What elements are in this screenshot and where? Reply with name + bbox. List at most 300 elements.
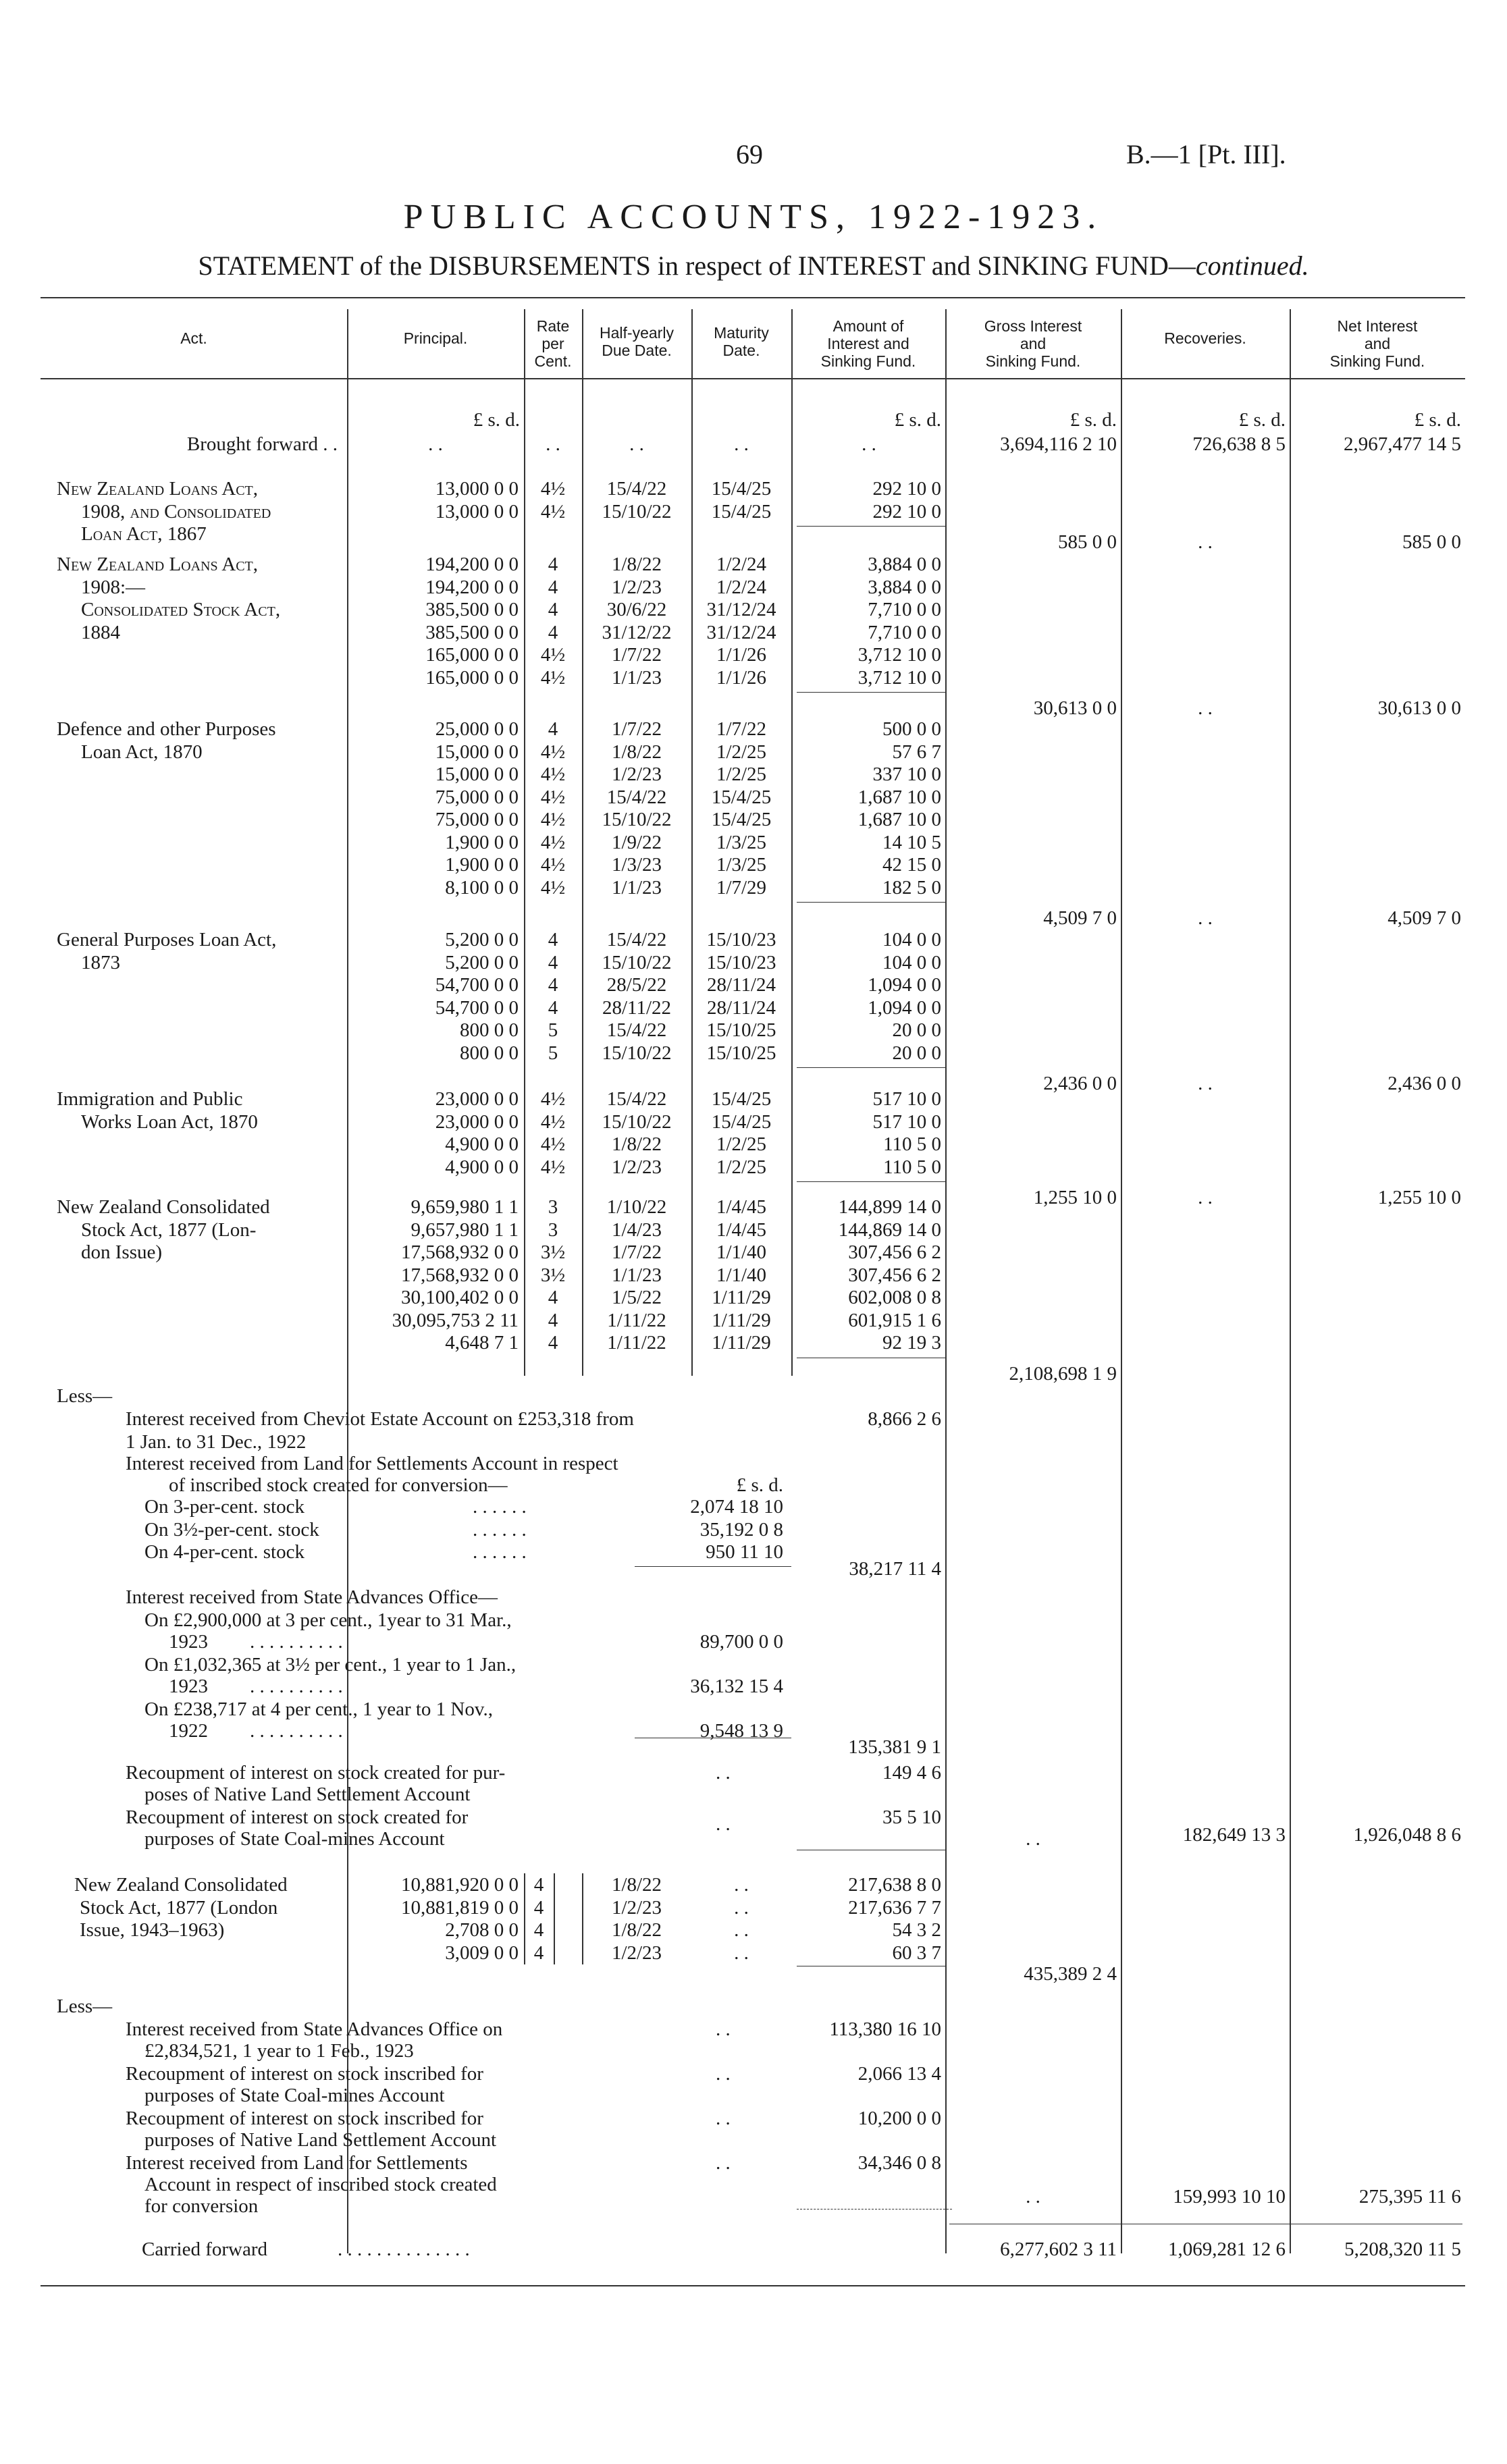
less2-item-dots: . . [716,2152,731,2174]
table-cell-maturity: . . [734,1941,749,1964]
less2-item-line-2: purposes of State Coal-mines Account [144,2085,445,2106]
subtotal-rule [797,526,945,527]
table-cell-half-yearly: 1/11/22 [607,1332,666,1354]
sao-row-line-1: On £1,032,365 at 3½ per cent., 1 year to 1 Jan., [144,1654,517,1676]
group-net: 2,436 0 0 [1387,1073,1461,1094]
group-net: 4,509 7 0 [1387,907,1461,929]
table-cell-maturity: 1/2/24 [716,554,767,575]
table-cell-amount: 20 0 0 [892,1042,941,1064]
table-cell-rate: 4½ [540,809,566,830]
brought-forward-label: Brought forward . . [186,433,338,455]
table-cell-rate: 4 [548,974,558,996]
sao-row-line-2: 1923 [169,1676,208,1697]
group-recoveries: . . [1198,907,1213,929]
less2-recoveries: 159,993 10 10 [1173,2186,1286,2207]
carried-forward-recoveries: 1,069,281 12 6 [1168,2239,1286,2260]
table-cell-half-yearly: 1/9/22 [611,831,662,853]
table-cell-principal: 4,648 7 1 [445,1332,519,1354]
table-cell-principal: 1,900 0 0 [445,831,519,853]
table-cell-half-yearly: 1/1/23 [611,666,662,689]
table-cell-maturity: 1/7/29 [716,876,767,899]
units-gross: £ s. d. [1069,409,1117,431]
table-cell-principal: 75,000 0 0 [435,809,519,830]
table-cell-principal: 25,000 0 0 [435,718,519,740]
table-cell-amount: 182 5 0 [882,876,941,899]
table-cell-half-yearly: 30/6/22 [606,599,667,620]
table-cell-maturity: 1/4/45 [716,1196,767,1218]
table-cell-rate: 5 [548,1042,558,1064]
table-cell-half-yearly: 15/4/22 [606,478,667,500]
act-name-line: Immigration and Public [57,1088,243,1110]
table-cell-maturity: 1/2/25 [716,1156,767,1178]
table-cell-amount: 7,710 0 0 [868,621,941,643]
table-cell-maturity: 15/10/25 [706,1019,776,1041]
table-cell-amount: 110 5 0 [883,1156,941,1178]
table-cell-rate: 3½ [540,1241,566,1263]
act-name-line: New Zealand Consolidated [74,1874,288,1896]
brought-forward-net: 2,967,477 14 5 [1344,433,1461,455]
col-header-net: Net Interest and Sinking Fund. [1329,317,1425,370]
lfs-row-dots: . . . . . . [473,1518,527,1541]
table-cell-principal: 17,568,932 0 0 [401,1241,519,1263]
table-cell-rate: 5 [548,1019,558,1041]
less2-net: 275,395 11 6 [1358,2186,1461,2207]
group-recoveries: . . [1198,697,1213,719]
table-cell-maturity: 15/4/25 [711,500,772,523]
table-cell-principal: 9,659,980 1 1 [411,1196,519,1218]
sao-row-line-2: 1922 [169,1720,208,1742]
less2-item-line-3: for conversion [144,2195,259,2217]
less2-item-line-1: Interest received from Land for Settlements [126,2152,468,2174]
table-header-rule [41,378,1465,379]
group-recoveries: . . [1198,531,1213,553]
table-cell-half-yearly: 15/4/22 [606,786,667,808]
table-cell-half-yearly: 15/10/22 [602,809,672,830]
group-net: 585 0 0 [1402,531,1461,553]
table-cell-maturity: . . [734,1896,749,1919]
group-gross: 2,436 0 0 [1043,1073,1117,1094]
document-reference: B.—1 [Pt. III]. [1126,139,1286,169]
units-principal: £ s. d. [473,409,520,431]
table-cell-half-yearly: 1/2/23 [611,1156,662,1178]
table-cell-half-yearly: 1/3/23 [611,854,662,876]
group-gross: 1,255 10 0 [1033,1187,1117,1208]
nlsa-amount: 149 4 6 [882,1762,941,1784]
sao-row-dots: . . . . . . . . . . [250,1631,343,1653]
table-cell-amount: 307,456 6 2 [848,1241,941,1263]
table-cell-principal: 194,200 0 0 [425,576,519,598]
table-cell-half-yearly: 15/10/22 [602,1042,672,1064]
table-cell-principal: 75,000 0 0 [435,786,519,808]
less2-item-value: 10,200 0 0 [857,2108,941,2129]
table-cell-amount: 3,712 10 0 [857,666,941,689]
table-cell-amount: 144,899 14 0 [838,1196,941,1218]
brought-forward-half: . . [629,433,644,455]
table-cell-half-yearly: 15/10/22 [602,1110,672,1133]
table-cell-maturity: 1/2/25 [716,741,767,763]
lfs-row-label: On 3½-per-cent. stock [144,1518,319,1541]
table-cell-amount: 104 0 0 [882,929,941,950]
table-cell-rate: 4 [533,1919,544,1941]
table-cell-rate: 4 [548,1332,558,1354]
page-number: 69 [736,139,763,169]
less2-item-value: 34,346 0 8 [857,2152,941,2174]
less2-item-line-1: Interest received from State Advances Office on [126,2018,503,2040]
table-cell-maturity: 28/11/24 [706,974,776,996]
table-cell-amount: 1,094 0 0 [868,996,941,1019]
table-cell-principal: 9,657,980 1 1 [411,1218,519,1241]
table-cell-rate: 4½ [540,1110,566,1133]
table-cell-maturity: 1/1/26 [716,666,767,689]
table-cell-principal: 13,000 0 0 [435,478,519,500]
table-cell-half-yearly: 1/8/22 [611,554,662,575]
table-cell-rate: 4½ [540,741,566,763]
col-header-principal: Principal. [403,329,468,347]
table-cell-half-yearly: 1/8/22 [611,1874,662,1896]
table-cell-amount: 54 3 2 [892,1919,941,1941]
coal-dots: . . [716,1813,731,1835]
less2-item-value: 113,380 16 10 [829,2018,941,2040]
table-cell-rate: 3 [548,1196,558,1218]
coal-text-2: purposes of State Coal-mines Account [144,1828,445,1850]
cheviot-amount: 8,866 2 6 [868,1408,941,1430]
table-cell-maturity: 1/1/26 [716,644,767,666]
group-gross: 30,613 0 0 [1033,697,1117,719]
table-cell-amount: 1,094 0 0 [868,974,941,996]
sao-row-line-1: On £238,717 at 4 per cent., 1 year to 1 Nov., [144,1698,493,1720]
table-cell-maturity: 15/4/25 [711,1110,772,1133]
sao-label: Interest received from State Advances Office— [126,1586,498,1608]
table-cell-amount: 7,710 0 0 [868,599,941,620]
act-name-line: 1908, and Consolidated [81,500,271,523]
lfs-row-label: On 3-per-cent. stock [144,1496,305,1518]
sao-row-line-1: On £2,900,000 at 3 per cent., 1year to 31 Mar., [144,1609,512,1631]
table-cell-principal: 10,881,920 0 0 [401,1874,519,1896]
carried-forward-net: 5,208,320 11 5 [1344,2239,1461,2260]
table-cell-half-yearly: 1/10/22 [606,1196,667,1218]
act-name-line: 1884 [81,621,120,643]
less1-gross: . . [1026,1828,1040,1850]
table-cell-rate: 4½ [540,1156,566,1178]
act-name-line: 1908:— [81,576,146,598]
brought-forward-maturity: . . [734,433,749,455]
lfs-total: 38,217 11 4 [849,1558,941,1580]
table-cell-amount: 1,687 10 0 [857,809,941,830]
table-cell-maturity: 15/4/25 [711,478,772,500]
table-cell-rate: 4½ [540,831,566,853]
table-cell-maturity: 1/2/25 [716,1133,767,1155]
table-cell-maturity: 15/4/25 [711,809,772,830]
units-amount: £ s. d. [894,409,941,431]
table-cell-half-yearly: 15/10/22 [602,951,672,973]
less2-item-line-1: Recoupment of interest on stock inscribed for [126,2063,483,2085]
lfs-text-1: Interest received from Land for Settlements Account in respect [126,1453,618,1474]
table-cell-maturity: . . [734,1874,749,1896]
table-top-rule [41,297,1465,298]
page-subtitle: STATEMENT of the DISBURSEMENTS in respect of INTEREST and SINKING FUND—continued. [198,250,1309,281]
act-name-line: 1873 [81,951,120,973]
table-cell-amount: 517 10 0 [872,1088,941,1110]
table-cell-amount: 3,884 0 0 [868,554,941,575]
table-cell-amount: 292 10 0 [872,478,941,500]
cheviot-text-1: Interest received from Cheviot Estate Account on £253,318 from [126,1408,634,1430]
table-cell-rate: 4½ [540,1133,566,1155]
table-cell-maturity: . . [734,1919,749,1941]
sao-row-line-2: 1923 [169,1631,208,1653]
group-gross: 4,509 7 0 [1043,907,1117,929]
subtotal-rule [797,1067,945,1068]
act-name-line: Issue, 1943–1963) [80,1919,225,1941]
table-cell-principal: 385,500 0 0 [425,621,519,643]
table-cell-maturity: 1/3/25 [716,831,767,853]
table-cell-half-yearly: 1/11/22 [607,1309,666,1331]
table-cell-amount: 60 3 7 [892,1941,941,1964]
table-cell-principal: 194,200 0 0 [425,554,519,575]
table-cell-principal: 800 0 0 [460,1042,519,1064]
table-cell-principal: 15,000 0 0 [435,741,519,763]
table-cell-maturity: 1/2/25 [716,764,767,785]
table-cell-principal: 54,700 0 0 [435,974,519,996]
lfs-row-value: 950 11 10 [706,1541,783,1563]
table-cell-rate: 4 [533,1941,544,1964]
table-cell-amount: 307,456 6 2 [848,1264,941,1286]
act-name-line: Loan Act, 1867 [81,523,207,545]
table-cell-maturity: 31/12/24 [706,599,776,620]
table-cell-rate: 4 [548,996,558,1019]
table-cell-principal: 2,708 0 0 [445,1919,519,1941]
act-name-line: Defence and other Purposes [57,718,276,740]
col-sep-maturity [791,309,793,1376]
table-cell-principal: 3,009 0 0 [445,1941,519,1964]
col-header-gross: Gross Interest and Sinking Fund. [984,317,1082,370]
table-cell-amount: 14 10 5 [882,831,941,853]
act-name-line: Loan Act, 1870 [81,741,203,763]
table-cell-rate: 4 [548,1309,558,1331]
table-cell-principal: 8,100 0 0 [445,876,519,899]
table-cell-rate: 3 [548,1218,558,1241]
act-name-line: Works Loan Act, 1870 [81,1110,258,1133]
table-cell-amount: 337 10 0 [872,764,941,785]
table-cell-half-yearly: 1/8/22 [611,741,662,763]
less2-gross: . . [1026,2186,1040,2207]
table-cell-rate: 4½ [540,666,566,689]
less1-net: 1,926,048 8 6 [1353,1824,1461,1846]
table-cell-amount: 517 10 0 [872,1110,941,1133]
sao-row-value: 36,132 15 4 [690,1676,783,1697]
table-cell-maturity: 1/1/40 [716,1264,767,1286]
less2-item-dots: . . [716,2018,731,2040]
table-cell-half-yearly: 1/4/23 [611,1218,662,1241]
less2-item-value: 2,066 13 4 [857,2063,941,2085]
table-cell-half-yearly: 1/7/22 [611,718,662,740]
sao-row-value: 89,700 0 0 [699,1631,783,1653]
col-header-rate: Rate per Cent. [534,317,572,370]
lfs-row-dots: . . . . . . [473,1496,527,1518]
table-cell-principal: 23,000 0 0 [435,1110,519,1133]
brought-forward-gross: 3,694,116 2 10 [1000,433,1117,455]
table-cell-principal: 15,000 0 0 [435,764,519,785]
table-bottom-rule [41,2285,1465,2286]
nlsa-text-2: poses of Native Land Settlement Account [144,1784,471,1805]
lfs-subtotal-rule [635,1566,791,1567]
table-cell-half-yearly: 15/10/22 [602,500,672,523]
table-cell-rate: 4½ [540,786,566,808]
brought-forward-amount: . . [862,433,876,455]
table-cell-amount: 601,915 1 6 [848,1309,941,1331]
table-cell-principal: 23,000 0 0 [435,1088,519,1110]
table-cell-half-yearly: 15/4/22 [606,929,667,950]
sao-row-dots: . . . . . . . . . . [250,1720,343,1742]
table-cell-half-yearly: 28/5/22 [606,974,667,996]
table-cell-maturity: 1/1/40 [716,1241,767,1263]
table-cell-half-yearly: 1/7/22 [611,644,662,666]
lfs-text-2: of inscribed stock created for conversion— [169,1474,508,1496]
table-cell-amount: 3,712 10 0 [857,644,941,666]
table-cell-amount: 42 15 0 [882,854,941,876]
lfs-row-value: 2,074 18 10 [690,1496,783,1518]
table-cell-principal: 1,900 0 0 [445,854,519,876]
act-name-line: New Zealand Loans Act, [57,478,259,500]
lfs-row-value: 35,192 0 8 [699,1518,783,1541]
table-cell-maturity: 15/10/23 [706,929,776,950]
units-net: £ s. d. [1414,409,1461,431]
less2-item-line-2: £2,834,521, 1 year to 1 Feb., 1923 [144,2040,414,2062]
table-cell-rate: 4 [548,951,558,973]
table-cell-principal: 800 0 0 [460,1019,519,1041]
table-cell-rate: 4 [548,621,558,643]
table-cell-maturity: 15/10/25 [706,1042,776,1064]
table-cell-principal: 10,881,819 0 0 [401,1896,519,1919]
col-header-half-yearly: Half-yearly Due Date. [600,324,674,359]
table-cell-maturity: 1/7/22 [716,718,767,740]
table-cell-amount: 602,008 0 8 [848,1287,941,1308]
less-label-2: Less— [57,1996,113,2017]
table-cell-rate: 4 [548,1287,558,1308]
table-cell-maturity: 28/11/24 [706,996,776,1019]
table-cell-rate: 4 [548,576,558,598]
table-cell-half-yearly: 1/1/23 [611,1264,662,1286]
table-cell-amount: 57 6 7 [892,741,941,763]
cheviot-text-2: 1 Jan. to 31 Dec., 1922 [126,1431,307,1453]
act-name-line: don Issue) [81,1241,163,1263]
act-name-line: Stock Act, 1877 (London [80,1896,278,1919]
group-net: 30,613 0 0 [1377,697,1461,719]
col-sep-amount [945,309,947,2253]
table-cell-principal: 54,700 0 0 [435,996,519,1019]
act-name-line: New Zealand Consolidated [57,1196,270,1218]
col-header-recoveries: Recoveries. [1164,329,1246,347]
issue2-sep-half [582,1873,583,1964]
less1-recoveries: 182,649 13 3 [1182,1824,1286,1846]
table-cell-rate: 3½ [540,1264,566,1286]
issue2-gross: 435,389 2 4 [1024,1963,1117,1985]
group-net: 1,255 10 0 [1377,1187,1461,1208]
table-cell-half-yearly: 15/4/22 [606,1088,667,1110]
table-cell-principal: 17,568,932 0 0 [401,1264,519,1286]
table-cell-rate: 4 [548,929,558,950]
table-cell-amount: 20 0 0 [892,1019,941,1041]
less2-item-dots: . . [716,2063,731,2085]
table-cell-half-yearly: 31/12/22 [602,621,672,643]
col-header-maturity: Maturity Date. [714,324,769,359]
col-sep-gross [1121,309,1122,2253]
table-cell-amount: 3,884 0 0 [868,576,941,598]
table-cell-amount: 217,636 7 7 [848,1896,941,1919]
carried-forward-dots: . . . . . . . . . . . . . . [338,2239,470,2260]
table-cell-principal: 385,500 0 0 [425,599,519,620]
table-cell-principal: 13,000 0 0 [435,500,519,523]
table-cell-principal: 4,900 0 0 [445,1133,519,1155]
table-cell-rate: 4 [548,599,558,620]
col-sep-recoveries [1290,309,1291,2253]
table-cell-amount: 292 10 0 [872,500,941,523]
less-label-1: Less— [57,1385,113,1407]
table-cell-maturity: 1/11/29 [712,1287,771,1308]
table-cell-amount: 144,869 14 0 [838,1218,941,1241]
table-cell-half-yearly: 1/2/23 [611,1941,662,1964]
coal-text-1: Recoupment of interest on stock created for [126,1806,469,1828]
nlsa-dots: . . [716,1762,731,1784]
table-cell-half-yearly: 1/2/23 [611,764,662,785]
act-name-line: New Zealand Loans Act, [57,554,259,575]
group-recoveries: . . [1198,1187,1213,1208]
table-cell-principal: 30,100,402 0 0 [401,1287,519,1308]
less2-item-dots: . . [716,2108,731,2129]
table-cell-half-yearly: 1/8/22 [611,1133,662,1155]
group-recoveries: . . [1198,1073,1213,1094]
table-cell-half-yearly: 28/11/22 [602,996,672,1019]
table-cell-half-yearly: 15/4/22 [606,1019,667,1041]
act-name-line: Stock Act, 1877 (Lon- [81,1218,257,1241]
col-header-act: Act. [180,329,207,347]
brought-forward-rate: . . [546,433,560,455]
table-cell-amount: 1,687 10 0 [857,786,941,808]
carried-forward-label: Carried forward [142,2239,267,2260]
subtotal-rule [797,692,945,693]
less2-item-line-2: purposes of Native Land Settlement Account [144,2129,497,2151]
lfs-units: £ s. d. [736,1474,783,1496]
table-cell-rate: 4½ [540,644,566,666]
table-cell-maturity: 1/2/24 [716,576,767,598]
less2-item-line-2: Account in respect of inscribed stock created [144,2174,497,2195]
table-cell-maturity: 15/10/23 [706,951,776,973]
sao-row-dots: . . . . . . . . . . [250,1676,343,1697]
table-cell-amount: 110 5 0 [883,1133,941,1155]
page-title: PUBLIC ACCOUNTS, 1922-1923. [403,198,1104,236]
col-header-amount: Amount of Interest and Sinking Fund. [820,317,916,370]
table-cell-maturity: 1/3/25 [716,854,767,876]
group-gross: 585 0 0 [1058,531,1117,553]
act-name-line: General Purposes Loan Act, [57,929,277,950]
subtotal-rule [797,1181,945,1182]
table-cell-rate: 4 [533,1896,544,1919]
table-cell-principal: 165,000 0 0 [425,666,519,689]
col-sep-act [347,309,348,2253]
table-cell-maturity: 15/4/25 [711,1088,772,1110]
nlsa-text-1: Recoupment of interest on stock created for pur- [126,1762,506,1784]
group-gross: 2,108,698 1 9 [1009,1362,1117,1385]
table-cell-rate: 4½ [540,500,566,523]
brought-forward-principal: . . [428,433,443,455]
table-cell-half-yearly: 1/7/22 [611,1241,662,1263]
table-cell-amount: 104 0 0 [882,951,941,973]
table-cell-principal: 5,200 0 0 [445,951,519,973]
table-cell-principal: 5,200 0 0 [445,929,519,950]
lfs-row-dots: . . . . . . [473,1541,527,1563]
table-cell-rate: 4½ [540,478,566,500]
sao-total: 135,381 9 1 [848,1736,941,1758]
table-cell-principal: 4,900 0 0 [445,1156,519,1178]
